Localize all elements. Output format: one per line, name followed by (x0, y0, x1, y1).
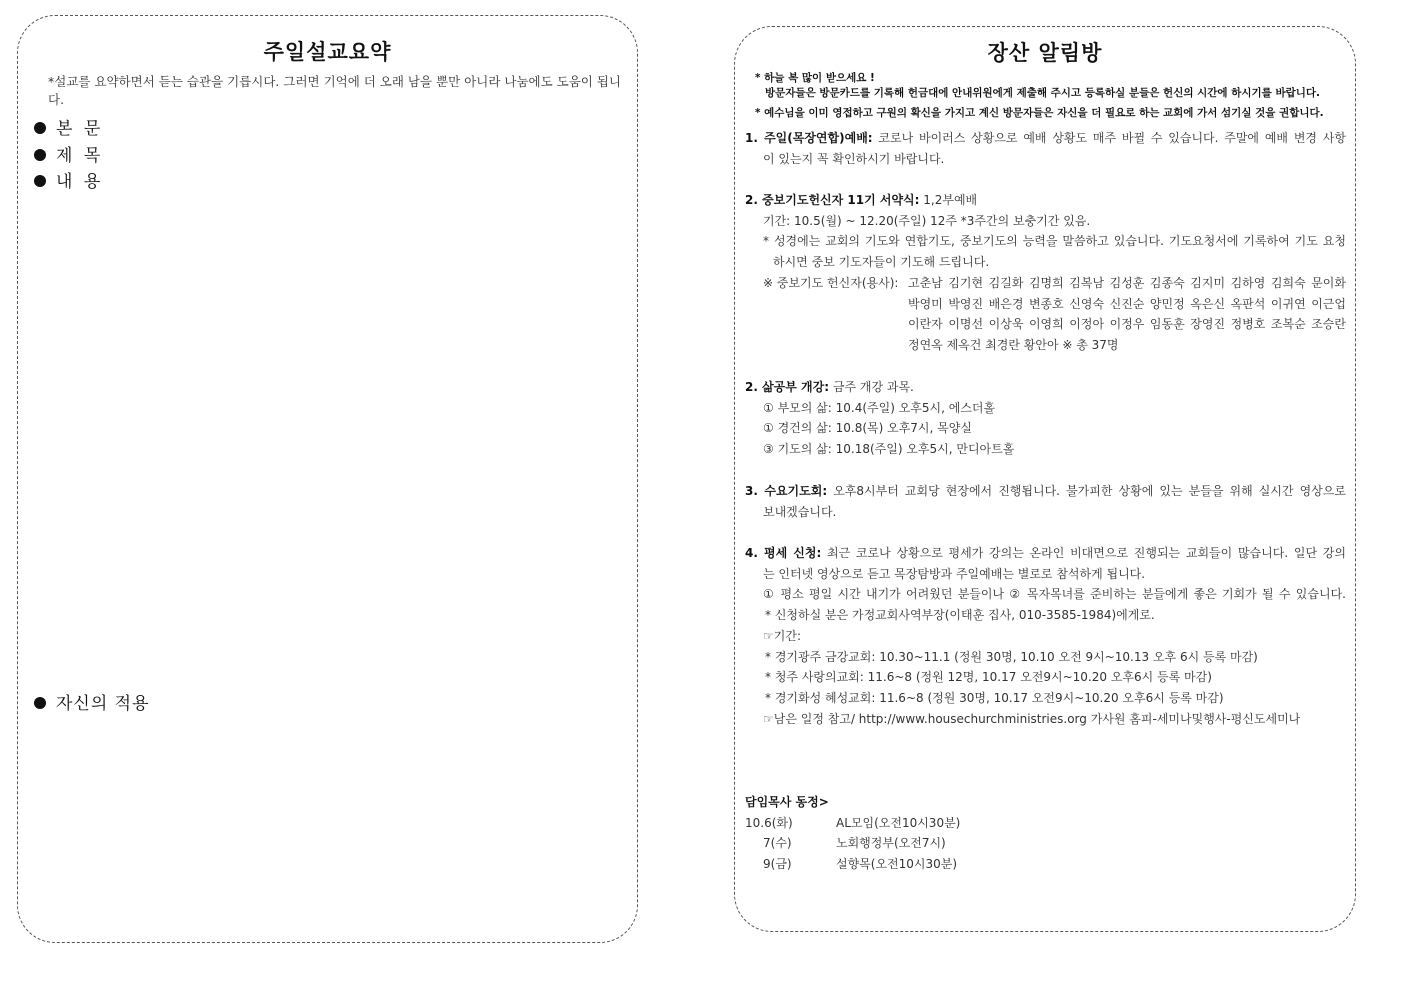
section-seminar-registration (745, 543, 1346, 729)
pastor-schedule-heading: 담임목사 동정> (745, 795, 829, 809)
section-text: 보내겠습니다. (763, 504, 837, 519)
schedule-row (745, 833, 1145, 854)
announcements-title: 장산 알림방 (987, 41, 1103, 65)
intercessor-names (745, 273, 1346, 356)
names-line: 이란자 이명선 이상욱 이영희 이정아 이정우 임동훈 장영진 정병호 조복순 조승란 (908, 317, 1346, 332)
sermon-summary-panel (17, 15, 638, 943)
announcement-believers: * 예수님을 이미 영접하고 구원의 확신을 가지고 계신 방문자들은 자신을 더 필요로 하는 교회에 가서 섬기실 것을 권합니다. (755, 107, 1324, 119)
section-heading: 2. 중보기도헌신자 11기 서약식: (745, 193, 920, 207)
schedule-date: 10.6(화) (745, 815, 793, 830)
bullet-dot-icon (34, 122, 46, 134)
seminar-item: * 청주 사랑의교회: 11.6~8 (정원 12명, 10.17 오전9시~10.20 오후6시 등록 마감) (765, 670, 1212, 685)
section-text: ① 평소 평일 시간 내기가 어려웠던 분들이나 ② 목자목녀를 준비하는 분들에게 좋은 기회가 될 수 있습니다. (763, 587, 1346, 602)
bullet-content-label: 내 용 (56, 172, 104, 192)
section-sunday-worship (745, 128, 1346, 169)
section-text: * 성경에는 교회의 기도와 연합기도, 중보기도의 능력을 말씀하고 있습니다. 기도요청서에 기록하여 기도 요청 (763, 234, 1346, 249)
section-heading: 4. 평세 신청: (745, 546, 822, 560)
schedule-row (745, 813, 1145, 834)
bullet-scripture (34, 114, 103, 139)
bullet-content (34, 167, 103, 192)
section-heading: 2. 삶공부 개강: (745, 380, 830, 394)
section-text: 금주 개강 과목. (832, 380, 914, 394)
section-text: 1,2부예배 (923, 193, 978, 207)
section-wednesday-prayer (745, 481, 1346, 522)
announcements-panel (734, 26, 1356, 932)
schedule-date: 9(금) (763, 857, 792, 872)
bullet-dot-icon (34, 697, 46, 709)
section-text: 는 인터넷 영상으로 듣고 목장탐방과 주일예배는 별로로 참석하게 됩니다. (763, 566, 1146, 581)
section-text: * 신청하실 분은 가정교회사역부장(이태훈 집사, 010-3585-1984)에게로. (765, 608, 1155, 623)
section-heading: 1. 주일(목장연합)예배: (745, 131, 873, 145)
bullet-scripture-label: 본 문 (56, 119, 104, 139)
schedule-event: AL모임(오전10시30분) (836, 815, 961, 830)
schedule-event: 노회행정부(오전7시) (836, 836, 946, 851)
schedule-row (745, 854, 1145, 875)
bullet-title (34, 141, 103, 166)
section-text: 이 있는지 꼭 확인하시기 바랍니다. (763, 151, 945, 166)
schedule-date: 7(수) (763, 836, 792, 851)
announcement-visitors: 방문자들은 방문카드를 기록해 헌금대에 안내위원에게 제출해 주시고 등록하실 분들은 헌신의 시간에 하시기를 바랍니다. (765, 87, 1321, 99)
seminar-item: * 경기광주 금강교회: 10.30~11.1 (정원 30명, 10.10 오전 9시~10.13 오후 6시 등록 마감) (765, 649, 1258, 664)
names-label: ※ 중보기도 헌신자(용사): (763, 275, 899, 290)
course-item: ① 경건의 삶: 10.8(목) 오후7시, 목양실 (763, 421, 972, 436)
section-life-study (745, 377, 1346, 460)
section-intercessor (745, 190, 1346, 356)
section-text: 최근 코로나 상황으로 평세가 강의는 온라인 비대면으로 진행되는 교회들이 많습니다. 일단 강의 (827, 546, 1346, 560)
sermon-summary-note: *설교를 요약하면서 듣는 습관을 기릅시다. 그러면 기억에 더 오래 남을 뿐만 아니라 나눔에도 도움이 됩니다. (48, 74, 622, 107)
names-line: 박영미 박영진 배은경 변종호 신영숙 신진순 양민정 옥은신 옥판석 이귀연 이근업 (908, 296, 1346, 311)
announcement-greeting: * 하늘 복 많이 받으세요 ! (755, 72, 875, 84)
course-item: ③ 기도의 삶: 10.18(주일) 오후5시, 만디아트홀 (763, 442, 1015, 457)
bullet-application-label: 자신의 적용 (56, 694, 150, 714)
section-text: 코로나 바이러스 상황으로 예배 상황도 매주 바뀔 수 있습니다. 주말에 예배 변경 사항 (878, 131, 1346, 145)
bullet-dot-icon (34, 175, 46, 187)
seminar-link-note: ☞남은 일정 참고/ http://www.housechurchministries.org 가사원 홈피-세미나및행사-평신도세미나 (763, 711, 1301, 726)
bullet-title-label: 제 목 (56, 146, 104, 166)
names-line: 고춘남 김기현 김길화 김명희 김복남 김성훈 김종숙 김지미 김하영 김희숙 문이화 (908, 275, 1346, 290)
section-text: ☞기간: (763, 628, 801, 643)
section-text: 기간: 10.5(월) ~ 12.20(주일) 12주 *3주간의 보충기간 있음. (763, 213, 1091, 228)
schedule-event: 설향목(오전10시30분) (836, 857, 958, 872)
bullet-dot-icon (34, 149, 46, 161)
course-item: ① 부모의 삶: 10.4(주일) 오후5시, 에스더홀 (763, 400, 996, 415)
pastor-schedule (745, 792, 1145, 875)
section-text: 오후8시부터 교회당 현장에서 진행됩니다. 불가피한 상황에 있는 분들을 위해 실시간 영상으로 (833, 484, 1346, 498)
sermon-summary-title: 주일설교요약 (263, 40, 392, 64)
section-heading: 3. 수요기도회: (745, 484, 828, 498)
names-line: 정연옥 제옥건 최경란 황안아 ※ 총 37명 (908, 337, 1119, 352)
section-text: 하시면 중보 기도자들이 기도해 드립니다. (773, 255, 990, 270)
bullet-application (34, 689, 150, 714)
seminar-item: * 경기화성 혜성교회: 11.6~8 (정원 30명, 10.17 오전9시~10.20 오후6시 등록 마감) (765, 690, 1224, 705)
